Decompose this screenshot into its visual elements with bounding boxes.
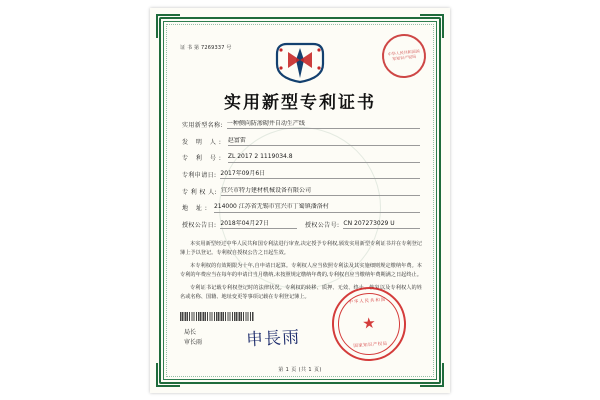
- top-right-seal: 中华人民共和国国家知识产权局: [380, 32, 428, 80]
- field-label: 地 址:: [182, 205, 210, 213]
- handwritten-signature: 申長雨: [245, 327, 301, 351]
- field-row-utility-model-name: [182, 120, 420, 129]
- field-label: 实用新型名称:: [182, 122, 223, 129]
- field-row-patentee: [182, 187, 420, 196]
- field-label: 专 利 号:: [182, 155, 224, 163]
- body-paragraph-3: 专利证书记载专利权登记时的法律状况。专利权的转移、质押、无效、终止、恢复以及专利权人的姓名或名称、国籍、地址变更等事项记载在专利登记簿上。: [180, 284, 422, 300]
- field-row-address: [182, 203, 420, 212]
- field-label-grant-number: 授权公告号:: [305, 222, 340, 230]
- signature-label-name: 审长雨: [184, 338, 203, 346]
- corner-ornament-top-left: [156, 14, 180, 38]
- field-row-patent-number: [182, 153, 420, 162]
- body-paragraph-2: 本专利权的有效期限为十年,自申请日起算。专利权人应当依照专利法及其实施细则规定缴纳年费。本专利的年费应当在每年的申请日当月缴纳,未按照规定缴纳年费的,专利权自应当缴纳年费期满之日起终止。: [180, 262, 422, 278]
- field-label: 发 明 人:: [182, 138, 224, 146]
- seal-top-text: 中华人民共和国: [348, 297, 387, 306]
- field-value: 宜兴市特力建材机械设备有限公司: [221, 187, 420, 196]
- field-value: 赵富雷: [228, 137, 420, 146]
- seal-bottom-text: 国家知识产权局: [353, 341, 388, 350]
- field-row-grant-announcement: [182, 220, 420, 229]
- field-value: ZL 2017 2 1119034.8: [228, 153, 420, 162]
- field-label-grant-date: 授权公告日:: [182, 222, 217, 230]
- field-value: 一种侧向防渗砌井自动生产线: [227, 120, 420, 129]
- field-value: 2017年09月6日: [220, 170, 420, 179]
- page-number: 第 1 页 (共 1 页): [278, 367, 322, 373]
- barcode: [180, 312, 254, 321]
- certificate-fields: [182, 120, 420, 237]
- field-value-grant-number: CN 207273029 U: [343, 220, 420, 229]
- signature-label-director: 局长: [184, 329, 197, 337]
- signature-labels: [184, 328, 202, 347]
- patent-office-emblem-icon: [267, 38, 333, 84]
- body-paragraph-1: 本实用新型经过中华人民共和国专利法进行审查,决定授予专利权,颁发实用新型专利证书并在专利登记簿上予以登记。专利权自授权公告之日起生效。: [180, 241, 422, 256]
- field-value: 214000 江苏省无锡市宜兴市丁蜀镇潘洛村: [214, 203, 420, 212]
- field-value-grant-date: 2018年04月27日: [220, 220, 297, 229]
- certificate-title: 实用新型专利证书: [224, 93, 376, 113]
- corner-ornament-top-right: [420, 14, 444, 38]
- seal-star-icon: ★: [361, 313, 377, 333]
- certificate-serial-number: 证 书 第 7269337 号: [180, 45, 232, 51]
- field-row-application-date: [182, 170, 420, 179]
- field-label: 专利申请日:: [182, 172, 217, 180]
- field-row-inventor: [182, 137, 420, 146]
- patent-certificate-page: [150, 8, 450, 393]
- field-label: 专 利 权 人:: [182, 188, 217, 196]
